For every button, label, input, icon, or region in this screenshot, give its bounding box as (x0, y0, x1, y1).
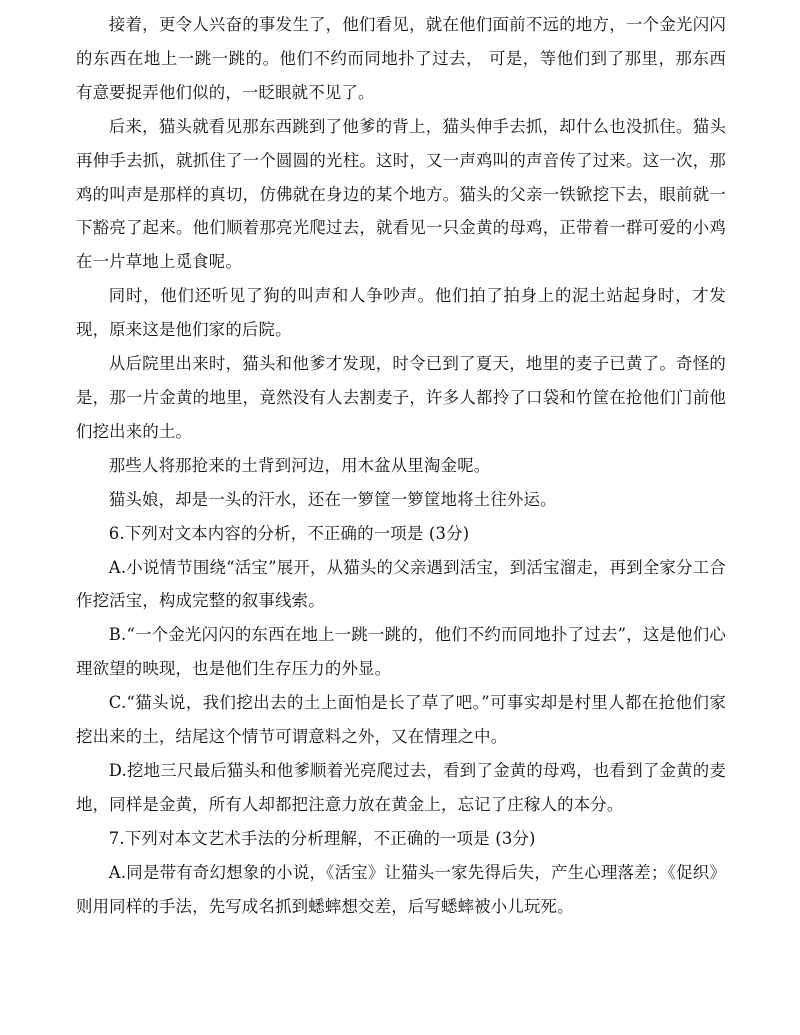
option-a: A.小说情节围绕“活宝”展开，从猫头的父亲遇到活宝，到活宝溜走，再到全家分工合作挖活宝，构成完整的叙事线索。 (76, 557, 726, 611)
question-6 (76, 517, 726, 822)
option-c: C.“猫头说，我们挖出去的土上面怕是长了草了吧。”可事实却是村里人都在抢他们家挖出来的土，结尾这个情节可谓意料之外，又在情理之中。 (76, 693, 726, 747)
option-b: B.“一个金光闪闪的东西在地上一跳一跳的，他们不约而同地扑了过去”，这是他们心理欲望的映现，也是他们生存压力的外显。 (76, 625, 726, 679)
story-paragraph: 从后院里出来时，猫头和他爹才发现，时令已到了夏天，地里的麦子已黄了。奇怪的是，那一片金黄的地里，竟然没有人去割麦子，许多人都拎了口袋和竹筐在抢他们门前他们挖出来的土。 (76, 354, 726, 441)
reading-text (76, 8, 726, 923)
question-7 (76, 822, 726, 924)
story-paragraph: 接着，更令人兴奋的事发生了，他们看见，就在他们面前不远的地方，一个金光闪闪的东西在地上一跳一跳的。他们不约而同地扑了过去， 可是，等他们到了那里，那东西有意要捉弄他们似的，一眨眼就不见了。 (76, 15, 726, 102)
story-paragraph: 猫头娘，却是一头的汗水，还在一箩筐一箩筐地将土往外运。 (108, 489, 557, 509)
story-paragraph: 后来，猫头就看见那东西跳到了他爹的背上，猫头伸手去抓，却什么也没抓住。猫头再伸手去抓，就抓住了一个圆圆的光柱。这时，又一声鸡叫的声音传了过来。这一次，那鸡的叫声是那样的真切，仿佛就在身边的某个地方。猫头的父亲一铁锨挖下去，眼前就一下豁亮了起来。他们顺着那亮光爬过去，就看见一只金黄的母鸡，正带着一群可爱的小鸡在一片草地上觅食呢。 (76, 116, 726, 272)
question-stem: 7.下列对本文艺术手法的分析理解，不正确的一项是 (3分) (108, 828, 536, 848)
question-stem: 6.下列对文本内容的分析，不正确的一项是 (3分) (108, 523, 470, 543)
story-paragraph: 那些人将那抢来的土背到河边，用木盆从里淘金呢。 (108, 455, 491, 475)
option-a: A.同是带有奇幻想象的小说，《活宝》让猫头一家先得后失，产生心理落差；《促织》则用同样的手法，先写成名抓到蟋蟀想交差，后写蟋蟀被小儿玩死。 (76, 862, 726, 916)
option-d: D.挖地三尺最后猫头和他爹顺着光亮爬过去，看到了金黄的母鸡，也看到了金黄的麦地，同样是金黄，所有人却都把注意力放在黄金上，忘记了庄稼人的本分。 (76, 760, 726, 814)
story-paragraph: 同时，他们还听见了狗的叫声和人争吵声。他们拍了拍身上的泥土站起身时，才发现，原来这是他们家的后院。 (76, 286, 726, 340)
